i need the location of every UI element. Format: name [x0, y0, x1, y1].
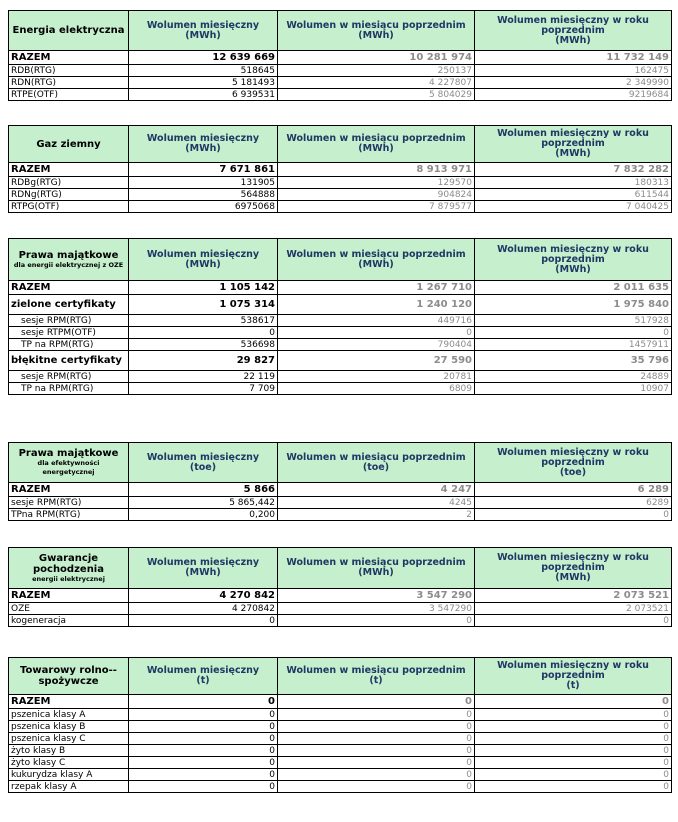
value-cell: 0 — [475, 757, 672, 769]
value-cell: 0 — [129, 745, 278, 757]
column-unit: (toe) — [362, 461, 390, 473]
value-cell: 0 — [129, 781, 278, 793]
volume-table — [8, 238, 672, 395]
column-header-label: Wolumen miesięczny — [146, 19, 260, 31]
column-header-label: Wolumen w miesiącu poprzednim — [286, 451, 466, 463]
table-row — [9, 189, 672, 201]
row-label: sesje RPM(RTG) — [9, 371, 129, 383]
table-row — [9, 497, 672, 509]
value-cell: 29 827 — [129, 351, 278, 371]
value-cell: 0 — [129, 695, 278, 709]
category-header — [9, 11, 129, 51]
row-label: kukurydza klasy A — [9, 769, 129, 781]
row-label: OZE — [9, 603, 129, 615]
category-header — [9, 658, 129, 695]
category-header — [9, 548, 129, 589]
column-header-vol-month — [129, 126, 278, 163]
row-label: błękitne certyfikaty — [9, 351, 129, 371]
row-label: RTPE(OTF) — [9, 89, 129, 101]
summary-row — [9, 695, 672, 709]
category-subtitle: dla efektywności energetycznej — [37, 459, 100, 476]
value-cell: 3 547290 — [278, 603, 475, 615]
value-cell: 564888 — [129, 189, 278, 201]
category-title: Gwarancje pochodzenia — [32, 552, 104, 575]
column-header-vol-prev-year — [475, 239, 672, 281]
row-label: sesje RPM(RTG) — [9, 315, 129, 327]
value-cell: 0 — [278, 709, 475, 721]
column-header-vol-prev-year — [475, 126, 672, 163]
summary-row — [9, 295, 672, 315]
row-label: pszenica klasy C — [9, 733, 129, 745]
value-cell: 4 227807 — [278, 77, 475, 89]
column-header-vol-prev-year — [475, 658, 672, 695]
column-header-label: Wolumen w miesiącu poprzednim — [286, 248, 466, 260]
table-row — [9, 89, 672, 101]
column-header-vol-prev-month — [278, 548, 475, 589]
table-row — [9, 65, 672, 77]
value-cell: 2 073 521 — [475, 589, 672, 603]
value-cell: 0 — [278, 721, 475, 733]
value-cell: 0 — [278, 327, 475, 339]
value-cell: 5 181493 — [129, 77, 278, 89]
value-cell: 611544 — [475, 189, 672, 201]
value-cell: 250137 — [278, 65, 475, 77]
column-unit: (MWh) — [185, 143, 221, 154]
column-header-label: Wolumen w miesiącu poprzednim — [286, 133, 466, 144]
value-cell: 0 — [475, 781, 672, 793]
volume-table — [8, 10, 672, 101]
column-header-label: Wolumen miesięczny — [146, 557, 260, 568]
volume-table — [8, 125, 672, 213]
category-header — [9, 126, 129, 163]
value-cell: 0 — [278, 745, 475, 757]
category-title: Prawa majątkowe — [18, 249, 119, 261]
value-cell: 1 105 142 — [129, 281, 278, 295]
column-unit: (MWh) — [358, 143, 394, 154]
value-cell: 0 — [475, 769, 672, 781]
row-label: RAZEM — [9, 163, 129, 177]
table-header-row — [9, 548, 672, 589]
category-title: Towarowy rolno--spożywcze — [20, 665, 117, 687]
category-title: Energia elektryczna — [12, 25, 125, 36]
column-unit: (t) — [369, 675, 383, 686]
value-cell: 4 247 — [278, 483, 475, 497]
table-header-row — [9, 239, 672, 281]
value-cell: 538617 — [129, 315, 278, 327]
table-row — [9, 709, 672, 721]
table-header-row — [9, 443, 672, 483]
column-header-label: Wolumen w miesiącu poprzednim — [286, 665, 466, 676]
value-cell: 0 — [475, 733, 672, 745]
value-cell: 20781 — [278, 371, 475, 383]
value-cell: 0 — [129, 615, 278, 627]
value-cell: 27 590 — [278, 351, 475, 371]
value-cell: 1 075 314 — [129, 295, 278, 315]
row-label: RDB(RTG) — [9, 65, 129, 77]
column-header-vol-prev-year — [475, 443, 672, 483]
column-header-label: Wolumen miesięczny w roku poprzednim — [497, 446, 649, 468]
category-header — [9, 443, 129, 483]
column-header-vol-month — [129, 548, 278, 589]
table-row — [9, 177, 672, 189]
value-cell: 4245 — [278, 497, 475, 509]
column-unit: (t) — [566, 680, 580, 691]
value-cell: 180313 — [475, 177, 672, 189]
category-header — [9, 239, 129, 281]
value-cell: 517928 — [475, 315, 672, 327]
table-row — [9, 603, 672, 615]
category-title: Prawa majątkowe — [18, 448, 119, 459]
value-cell: 22 119 — [129, 371, 278, 383]
value-cell: 0 — [278, 769, 475, 781]
row-label: RDN(RTG) — [9, 77, 129, 89]
category-subtitle: energii elektrycznej — [32, 574, 105, 583]
value-cell: 131905 — [129, 177, 278, 189]
row-label: RAZEM — [9, 589, 129, 603]
row-label: pszenica klasy A — [9, 709, 129, 721]
column-unit: (MWh) — [358, 29, 394, 41]
volume-table — [8, 657, 672, 793]
table-header-row — [9, 658, 672, 695]
table-row — [9, 733, 672, 745]
column-unit: (MWh) — [185, 29, 221, 41]
table-row — [9, 315, 672, 327]
column-header-label: Wolumen miesięczny — [146, 248, 260, 260]
value-cell: 9219684 — [475, 89, 672, 101]
table-row — [9, 745, 672, 757]
column-unit: (MWh) — [358, 567, 394, 578]
column-header-label: Wolumen miesięczny w roku poprzednim — [497, 243, 649, 265]
column-unit: (toe) — [189, 461, 217, 473]
value-cell: 35 796 — [475, 351, 672, 371]
table-row — [9, 371, 672, 383]
value-cell: 7 879577 — [278, 201, 475, 213]
table-row — [9, 327, 672, 339]
value-cell: 904824 — [278, 189, 475, 201]
column-header-label: Wolumen miesięczny w roku poprzednim — [497, 128, 649, 149]
value-cell: 129570 — [278, 177, 475, 189]
value-cell: 6975068 — [129, 201, 278, 213]
row-label: TP na RPM(RTG) — [9, 339, 129, 351]
value-cell: 7 709 — [129, 383, 278, 395]
column-unit: (toe) — [559, 466, 587, 478]
column-header-vol-prev-month — [278, 126, 475, 163]
value-cell: 5 804029 — [278, 89, 475, 101]
value-cell: 0 — [129, 769, 278, 781]
table-row — [9, 757, 672, 769]
value-cell: 0 — [129, 721, 278, 733]
value-cell: 24889 — [475, 371, 672, 383]
column-header-vol-month — [129, 658, 278, 695]
column-header-label: Wolumen miesięczny — [146, 451, 260, 463]
value-cell: 0 — [129, 733, 278, 745]
row-label: RDBg(RTG) — [9, 177, 129, 189]
table-row — [9, 201, 672, 213]
column-unit: (MWh) — [555, 34, 591, 46]
value-cell: 0 — [278, 615, 475, 627]
value-cell: 162475 — [475, 65, 672, 77]
value-cell: 0 — [475, 509, 672, 521]
table-row — [9, 781, 672, 793]
column-header-label: Wolumen w miesiącu poprzednim — [286, 557, 466, 568]
value-cell: 6 939531 — [129, 89, 278, 101]
value-cell: 0 — [278, 733, 475, 745]
summary-row — [9, 483, 672, 497]
table-row — [9, 339, 672, 351]
column-unit: (MWh) — [358, 258, 394, 270]
summary-row — [9, 163, 672, 177]
table-header-row — [9, 126, 672, 163]
summary-row — [9, 351, 672, 371]
column-header-vol-prev-year — [475, 11, 672, 51]
table-row — [9, 721, 672, 733]
column-header-vol-prev-month — [278, 239, 475, 281]
category-title: Gaz ziemny — [36, 138, 101, 150]
column-header-label: Wolumen miesięczny — [146, 665, 260, 676]
column-header-vol-month — [129, 443, 278, 483]
volume-table — [8, 442, 672, 521]
value-cell: 6809 — [278, 383, 475, 395]
column-header-vol-month — [129, 239, 278, 281]
value-cell: 0 — [475, 695, 672, 709]
row-label: rzepak klasy A — [9, 781, 129, 793]
value-cell: 449716 — [278, 315, 475, 327]
value-cell: 4 270842 — [129, 603, 278, 615]
row-label: RTPG(OTF) — [9, 201, 129, 213]
row-label: sesje RTPM(OTF) — [9, 327, 129, 339]
value-cell: 1 267 710 — [278, 281, 475, 295]
column-unit: (MWh) — [555, 148, 591, 159]
column-unit: (t) — [196, 675, 210, 686]
value-cell: 0 — [129, 757, 278, 769]
summary-row — [9, 589, 672, 603]
value-cell: 0 — [278, 757, 475, 769]
table-row — [9, 383, 672, 395]
value-cell: 536698 — [129, 339, 278, 351]
column-header-label: Wolumen w miesiącu poprzednim — [286, 19, 466, 31]
row-label: kogeneracja — [9, 615, 129, 627]
column-header-vol-month — [129, 11, 278, 51]
column-header-vol-prev-month — [278, 11, 475, 51]
row-label: TP na RPM(RTG) — [9, 383, 129, 395]
row-label: sesje RPM(RTG) — [9, 497, 129, 509]
table-row — [9, 769, 672, 781]
row-label: żyto klasy B — [9, 745, 129, 757]
column-unit: (MWh) — [185, 258, 221, 270]
value-cell: 8 913 971 — [278, 163, 475, 177]
value-cell: 2 349990 — [475, 77, 672, 89]
value-cell: 0 — [129, 709, 278, 721]
value-cell: 7 832 282 — [475, 163, 672, 177]
value-cell: 2 — [278, 509, 475, 521]
row-label: pszenica klasy B — [9, 721, 129, 733]
value-cell: 10907 — [475, 383, 672, 395]
column-header-vol-prev-month — [278, 658, 475, 695]
value-cell: 0 — [475, 615, 672, 627]
column-unit: (MWh) — [555, 263, 591, 275]
row-label: RAZEM — [9, 281, 129, 295]
row-label: RDNg(RTG) — [9, 189, 129, 201]
column-unit: (MWh) — [185, 567, 221, 578]
summary-row — [9, 51, 672, 65]
value-cell: 0 — [475, 745, 672, 757]
value-cell: 10 281 974 — [278, 51, 475, 65]
volume-table — [8, 547, 672, 627]
category-subtitle: dla energii elektrycznej z OZE — [13, 260, 124, 269]
value-cell: 11 732 149 — [475, 51, 672, 65]
value-cell: 1457911 — [475, 339, 672, 351]
table-row — [9, 77, 672, 89]
value-cell: 0 — [475, 709, 672, 721]
value-cell: 7 671 861 — [129, 163, 278, 177]
row-label: żyto klasy C — [9, 757, 129, 769]
row-label: RAZEM — [9, 483, 129, 497]
column-header-label: Wolumen miesięczny — [146, 133, 260, 144]
value-cell: 5 866 — [129, 483, 278, 497]
column-unit: (MWh) — [555, 572, 591, 583]
value-cell: 1 240 120 — [278, 295, 475, 315]
value-cell: 5 865,442 — [129, 497, 278, 509]
value-cell: 1 975 840 — [475, 295, 672, 315]
row-label: RAZEM — [9, 51, 129, 65]
value-cell: 0 — [475, 327, 672, 339]
table-header-row — [9, 11, 672, 51]
value-cell: 2 011 635 — [475, 281, 672, 295]
value-cell: 518645 — [129, 65, 278, 77]
value-cell: 7 040425 — [475, 201, 672, 213]
value-cell: 2 073521 — [475, 603, 672, 615]
row-label: TPna RPM(RTG) — [9, 509, 129, 521]
value-cell: 6 289 — [475, 483, 672, 497]
column-header-label: Wolumen miesięczny w roku poprzednim — [497, 14, 649, 36]
column-header-label: Wolumen miesięczny w roku poprzednim — [497, 552, 649, 573]
value-cell: 6289 — [475, 497, 672, 509]
value-cell: 0 — [475, 721, 672, 733]
value-cell: 0,200 — [129, 509, 278, 521]
value-cell: 3 547 290 — [278, 589, 475, 603]
summary-row — [9, 281, 672, 295]
table-row — [9, 615, 672, 627]
value-cell: 0 — [278, 695, 475, 709]
column-header-vol-prev-month — [278, 443, 475, 483]
value-cell: 0 — [278, 781, 475, 793]
table-row — [9, 509, 672, 521]
value-cell: 0 — [129, 327, 278, 339]
row-label: RAZEM — [9, 695, 129, 709]
column-header-label: Wolumen miesięczny w roku poprzednim — [497, 660, 649, 681]
value-cell: 12 639 669 — [129, 51, 278, 65]
value-cell: 4 270 842 — [129, 589, 278, 603]
value-cell: 790404 — [278, 339, 475, 351]
row-label: zielone certyfikaty — [9, 295, 129, 315]
column-header-vol-prev-year — [475, 548, 672, 589]
